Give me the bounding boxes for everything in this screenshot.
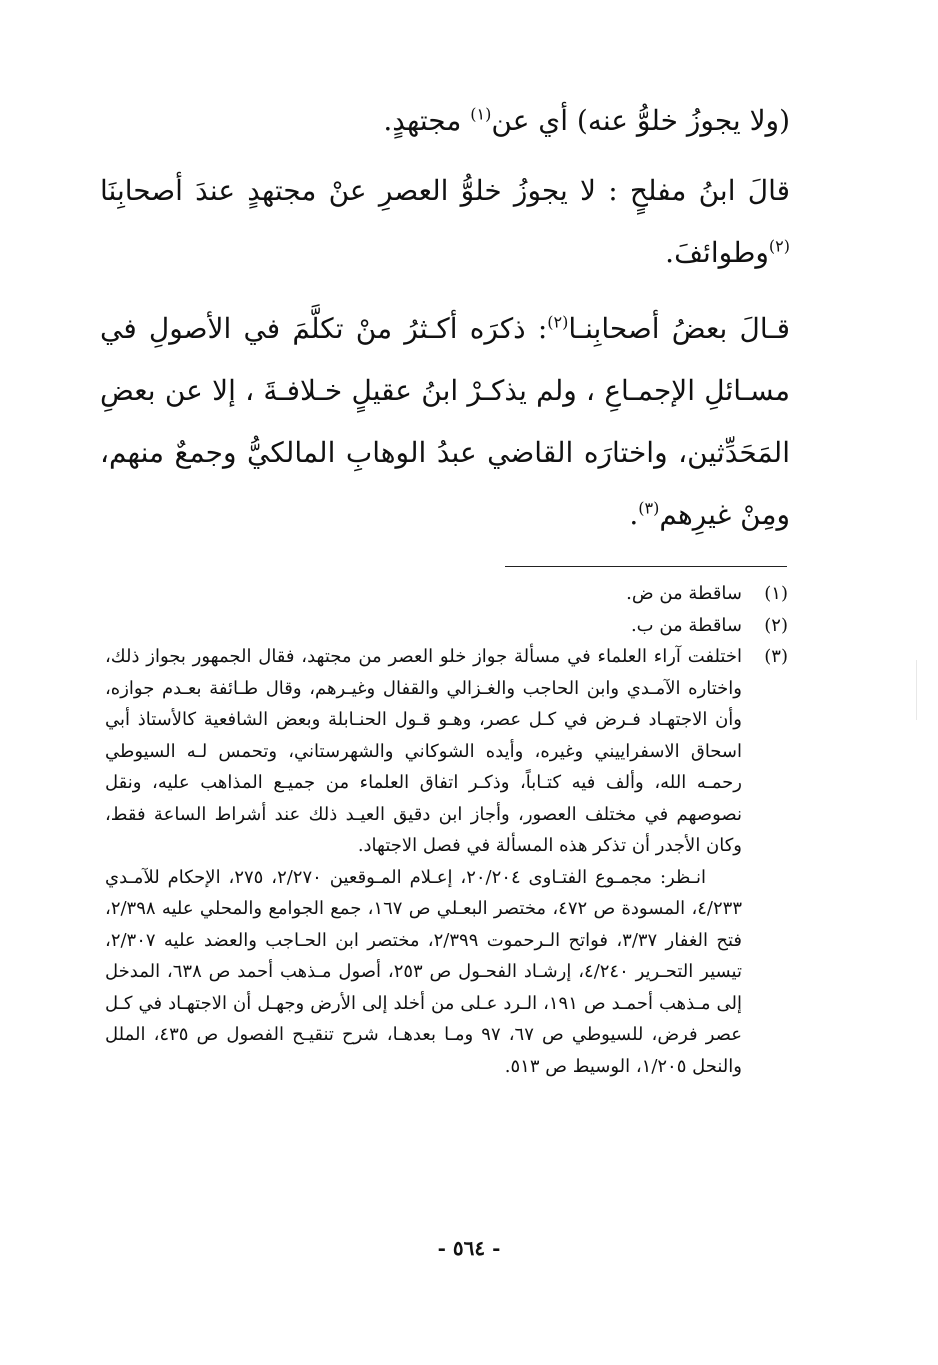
paragraph-3	[100, 298, 790, 546]
footnote-marker-3: (٣)	[638, 498, 660, 518]
footnote-2	[105, 610, 788, 642]
footnote-references: انـظر: مجمـوع الفتـاوى ٢٠/٢٠٤، إعـلام المـوقعين ٢/٢٧٠، ٢٧٥، الإحكام للآمـدي ٤/٢٣٣، المسودة ص ٤٧٢، مختصر البعـلي ص ١٦٧، جمع الجوامع والمحلي عليه ٢/٣٩٨، فتح الغفار ٣/٣٧، فواتح الـرحموت ٢/٣٩٩، مختصر ابن الحـاجب والعضد عليه ٢/٣٠٧، تيسير التحـرير ٤/٢٤٠، إرشـاد الفحـول ص ٢٥٣، أصول مـذهب أحمد ص ٦٣٨، المدخل إلى مـذهب أحمـد ص ١٩١، الـرد عـلى من أخلد إلى الأرض وجهـل أن الاجتهـاد في كـل عصر فرض، للسيوطي ص ٦٧، ٩٧ ومـا بعدهـا، شرح تنقيـح الفصول ص ٤٣٥، الملل والنحل ١/٢٠٥، الوسيط ص ٥١٣.	[105, 866, 743, 1077]
paragraph-1-text-a: (ولا يجوزُ خلوُّ عنه) أي عن	[491, 104, 790, 137]
footnote-number: (٢)	[764, 614, 788, 636]
footnote-separator	[505, 566, 787, 567]
page-number: - ٥٦٤ -	[437, 1236, 501, 1260]
paragraph-2	[100, 160, 790, 284]
footnote-marker-2b: (٢)	[547, 312, 569, 332]
footnote-text: اختلفت آراء العلماء في مسألة جواز خلو العصر من مجتهد، فقال الجمهور بجواز ذلك، واختاره الآمـدي وابن الحاجب والغـزالي والقفال وغيـرهم، وقال طـائفة بعـدم جوازه، وأن الاجتهـاد فـرض في كـل عصر، وهـو قـول الحنـابلة وبعض الشافعية كالأستاذ أبي اسحاق الاسفراييني وغيره، وأيده الشوكاني والشهرستاني، وتحمس لـه السيوطي رحمـه الله، وألف فيه كتـاباً، وذكـر اتفاق العلماء من جميـع المذاهب عليه، ونقل نصوصهم في مختلف العصور، وأجاز ابن دقيق العيـد ذلك عند أشراط الساعة فقط، وكان الأجدر أن تذكر هذه المسألة في فصل الاجتهاد.	[105, 646, 742, 856]
paragraph-2-text-b: وطوائفَ.	[665, 236, 769, 269]
paragraph-3-text-a: قـالَ بعضُ أصحابِنـا	[568, 312, 790, 345]
paragraph-3-text-c: .	[629, 498, 639, 531]
footnote-text: ساقطة من ب.	[630, 614, 742, 636]
footnote-1	[105, 578, 788, 610]
footnote-number: (١)	[764, 583, 788, 604]
footnote-marker-2: (٢)	[768, 236, 790, 256]
main-text	[100, 90, 790, 560]
footnote-text: ساقطة من ض.	[626, 583, 742, 604]
footnote-3	[105, 641, 788, 862]
paragraph-1	[100, 90, 790, 152]
paragraph-3-text-b: : ذكرَه أكـثرُ منْ تكلَّمَ في الأصولِ في مسـائلِ الإجمـاعِ ، ولم يذكـرْ ابنُ عقيلٍ خـلافـةَ ، إلا عن بعضِ المَحَدِّثين، واختارَه القاضي عبدُ الوهابِ المالكيُّ وجمعٌ منهم، ومِنْ غيرِهم	[100, 312, 790, 531]
paragraph-1-text-b: مجتهدٍ.	[383, 104, 471, 137]
paragraph-2-text-a: قالَ ابنُ مفلحٍ : لا يجوزُ خلوُّ العصرِ عنْ مجتهدٍ عندَ أصحابِنَا	[100, 174, 790, 207]
scan-artifact	[916, 660, 917, 720]
footnote-number: (٣)	[764, 646, 788, 667]
footnotes	[105, 578, 788, 1082]
footnote-marker-1: (١)	[470, 104, 492, 124]
